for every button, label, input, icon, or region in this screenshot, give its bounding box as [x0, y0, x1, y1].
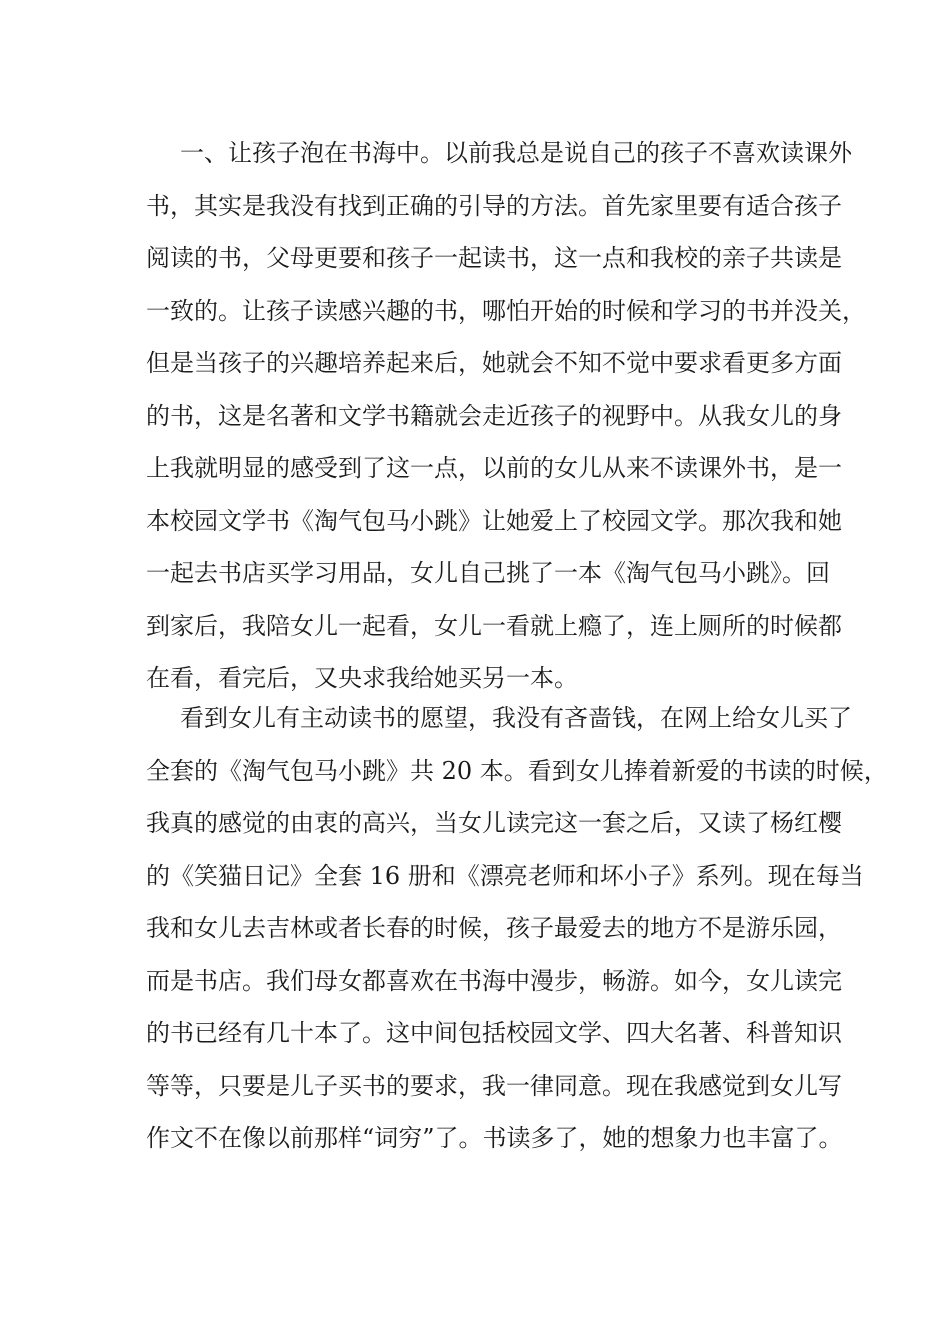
text-line: 的书已经有几十本了。这中间包括校园文学、四大名著、科普知识: [146, 1019, 842, 1047]
text-line: 一、让孩子泡在书海中。以前我总是说自己的孩子不喜欢读课外: [180, 139, 852, 167]
text-line: 但是当孩子的兴趣培养起来后，她就会不知不觉中要求看更多方面: [146, 349, 842, 377]
text-line: 全套的《淘气包马小跳》共 20 本。看到女儿捧着新爱的书读的时候，: [146, 756, 888, 785]
paragraph: [146, 692, 888, 1165]
text-line: 的书，这是名著和文学书籍就会走近孩子的视野中。从我女儿的身: [146, 401, 842, 430]
text-line: 本校园文学书《淘气包马小跳》让她爱上了校园文学。那次我和她: [146, 506, 842, 535]
text-line: 我真的感觉的由衷的高兴，当女儿读完这一套之后，又读了杨红樱: [146, 809, 842, 837]
paragraph: [146, 127, 866, 705]
text-line: 看到女儿有主动读书的愿望，我没有吝啬钱，在网上给女儿买了: [180, 704, 852, 732]
text-line: 一致的。让孩子读感兴趣的书，哪怕开始的时候和学习的书并没关，: [146, 296, 866, 325]
text-line: 阅读的书，父母更要和孩子一起读书，这一点和我校的亲子共读是: [146, 244, 842, 272]
text-line: 我和女儿去吉林或者长春的时候，孩子最爱去的地方不是游乐园，: [146, 914, 842, 942]
text-line: 在看，看完后，又央求我给她买另一本。: [146, 664, 578, 692]
text-line: 书，其实是我没有找到正确的引导的方法。首先家里要有适合孩子: [146, 191, 842, 220]
text-line: 等等，只要是儿子买书的要求，我一律同意。现在我感觉到女儿写: [146, 1071, 842, 1100]
text-line: 到家后，我陪女儿一起看，女儿一看就上瘾了，连上厕所的时候都: [146, 611, 842, 640]
text-line: 的《笑猫日记》全套 16 册和《漂亮老师和坏小子》系列。现在每当: [146, 861, 864, 890]
text-line: 一起去书店买学习用品，女儿自己挑了一本《淘气包马小跳》。回: [146, 559, 830, 587]
text-line: 上我就明显的感受到了这一点，以前的女儿从来不读课外书，是一: [146, 454, 842, 482]
text-line: 作文不在像以前那样“词穷”了。书读多了，她的想象力也丰富了。: [146, 1124, 843, 1152]
text-line: 而是书店。我们母女都喜欢在书海中漫步，畅游。如今，女儿读完: [146, 966, 842, 995]
